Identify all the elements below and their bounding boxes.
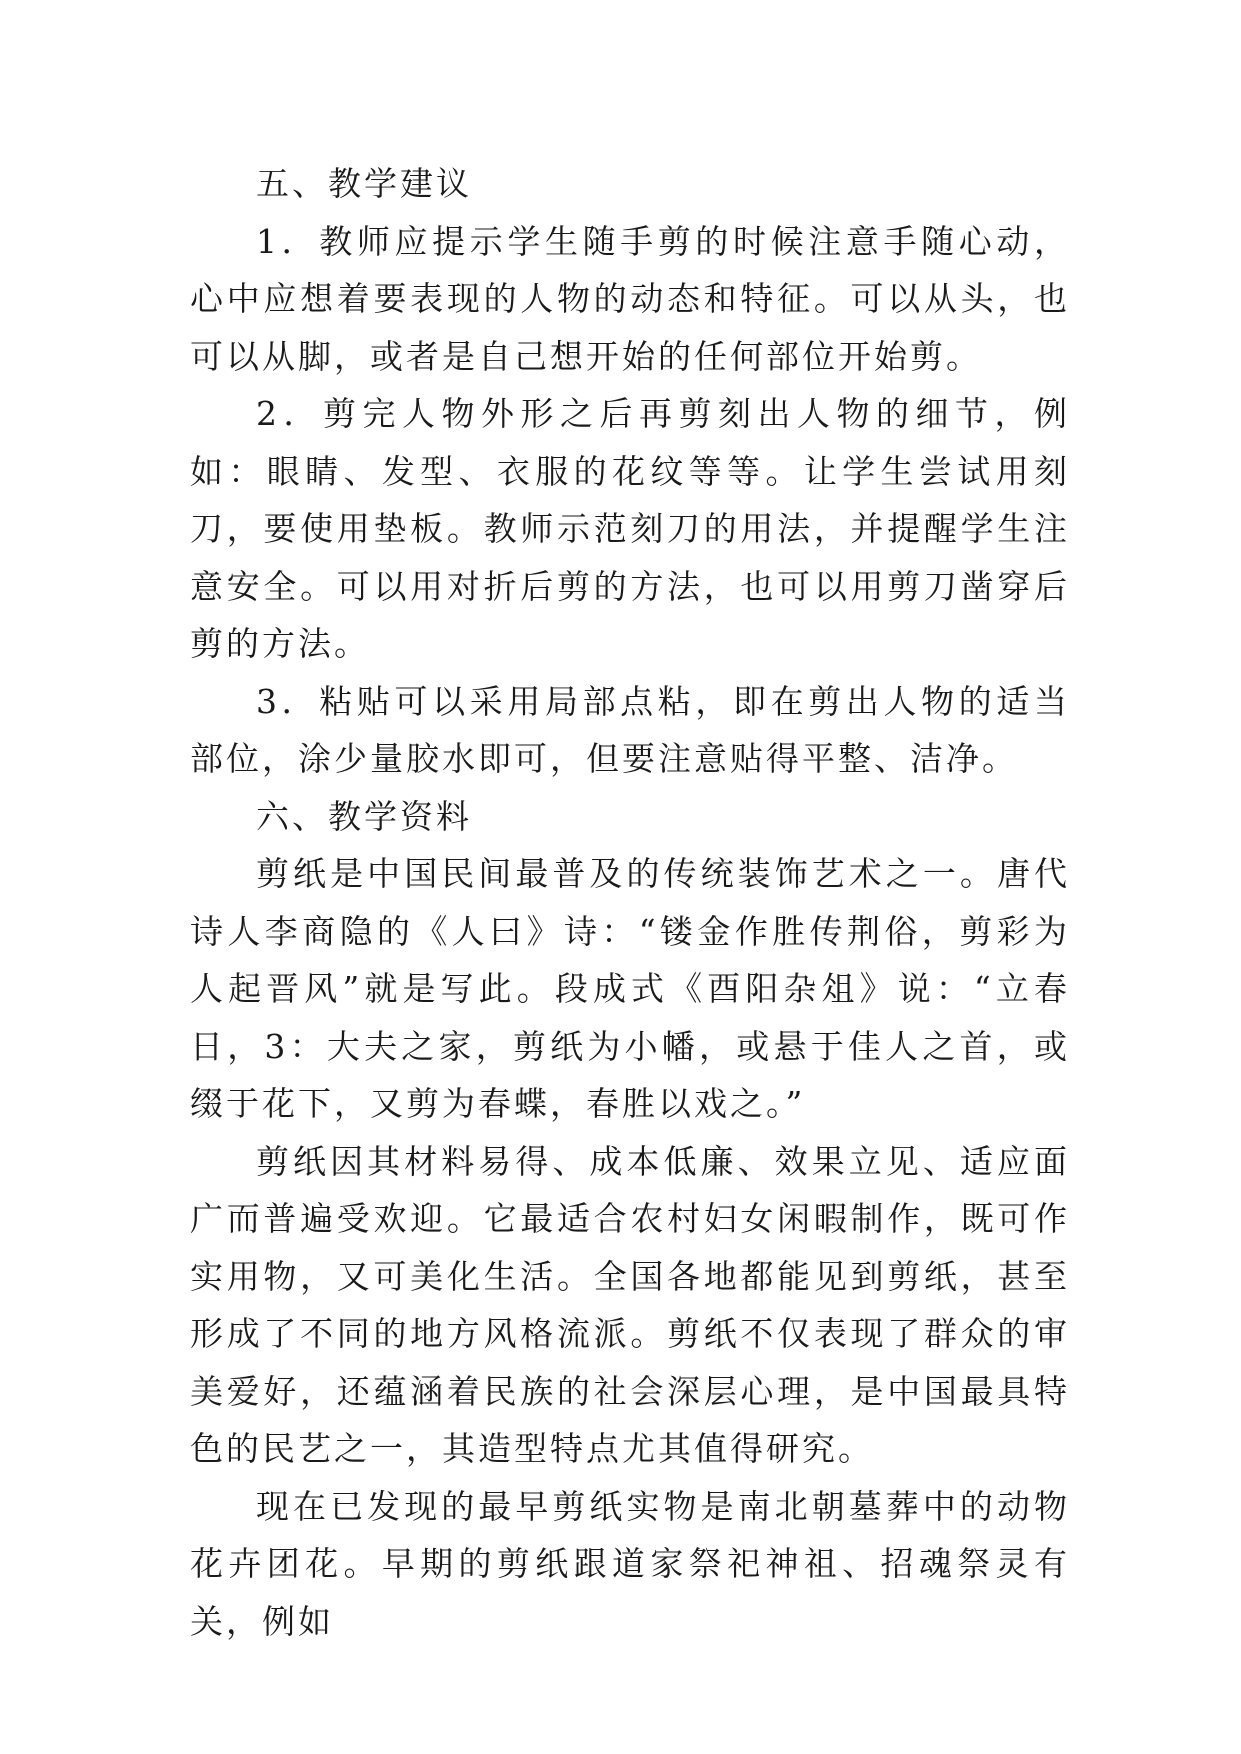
document-body [190,155,1070,1650]
section-heading-teaching-materials: 六、教学资料 [256,796,472,836]
paragraph-suggestion-2: 2．剪完人物外形之后再剪刻出人物的细节，例如：眼睛、发型、衣服的花纹等等。让学生尝试用刻刀，要使用垫板。教师示范刻刀的用法，并提醒学生注意安全。可以用对折后剪的方法，也可以用剪刀凿穿后剪的方法。 [190,394,1070,663]
paragraph-material-1: 剪纸是中国民间最普及的传统装饰艺术之一。唐代诗人李商隐的《人曰》诗：“镂金作胜传荆俗，剪彩为人起晋风”就是写此。段成式《酉阳杂俎》说：“立春日，3：大夫之家，剪纸为小幡，或悬于佳人之首，或缀于花下，又剪为春蝶，春胜以戏之。” [190,854,1070,1123]
section-heading-teaching-suggestions: 五、教学建议 [256,164,472,203]
paragraph-material-2: 剪纸因其材料易得、成本低廉、效果立见、适应面广而普遍受欢迎。它最适合农村妇女闲暇制作，既可作实用物，又可美化生活。全国各地都能见到剪纸，甚至形成了不同的地方风格流派。剪纸不仅表现了群众的审美爱好，还蕴涵着民族的社会深层心理，是中国最具特色的民艺之一，其造型特点尤其值得研究。 [190,1141,1070,1468]
paragraph-suggestion-3: 3．粘贴可以采用局部点粘，即在剪出人物的适当部位，涂少量胶水即可，但要注意贴得平整、洁净。 [190,681,1070,778]
paragraph-material-3: 现在已发现的最早剪纸实物是南北朝墓葬中的动物花卉团花。早期的剪纸跟道家祭祀神祖、招魂祭灵有关，例如 [190,1486,1070,1641]
paragraph-suggestion-1: 1．教师应提示学生随手剪的时候注意手随心动，心中应想着要表现的人物的动态和特征。可以从头，也可以从脚，或者是自己想开始的任何部位开始剪。 [190,221,1070,376]
